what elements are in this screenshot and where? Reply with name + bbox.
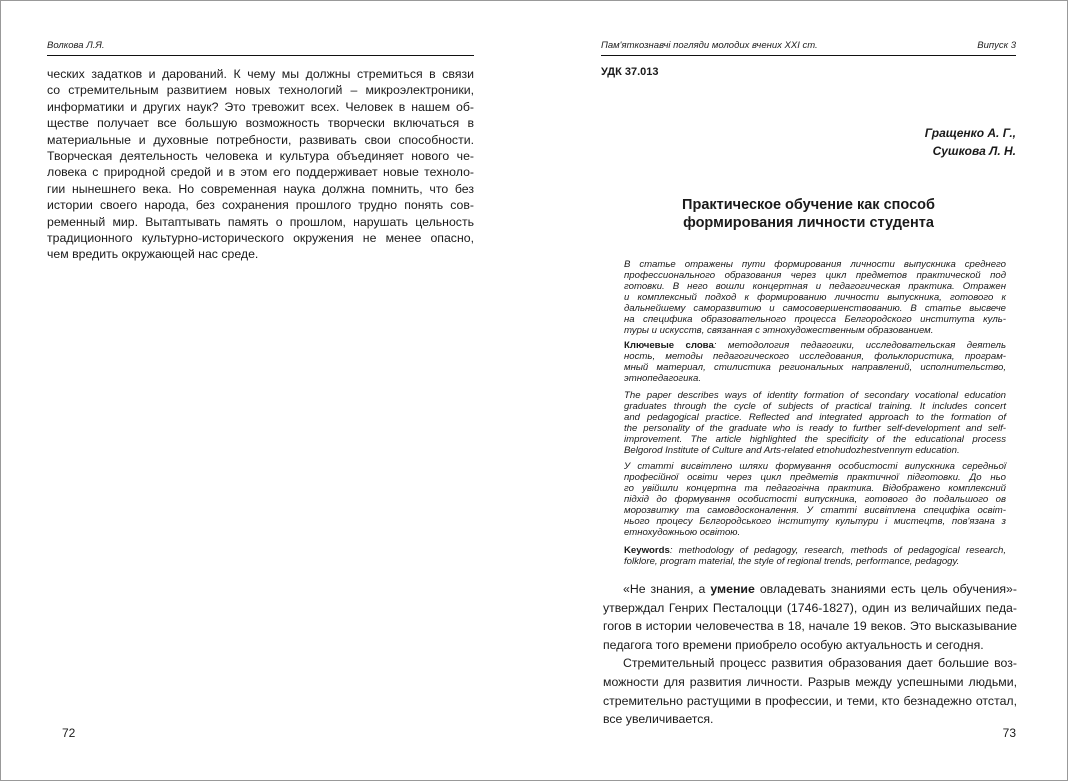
text-line: дальнейшему саморазвитию и самосовершенствованию. В статье высвече [624,303,1006,314]
text-line: педагога того времени приобрело особую актуальность и сегодня. [603,637,984,652]
text-line [624,556,1006,567]
article-title [601,196,1016,232]
abstract-ua [624,461,1006,538]
text-line: чем вредить окружающей нас среде. [47,247,259,262]
body-line [603,580,1017,599]
text-line: етнохудожньою освітою. [624,527,741,538]
keywords-label: Ключевые слова [624,340,714,351]
text-line: improvement. The article highlighted the specificity of the educational process [624,434,1006,445]
text-line [624,351,1006,362]
author: Гращенко А. Г., [924,126,1016,140]
text-line: и комплексный подход к формированию личности выпускника, готового к [624,292,1006,303]
text-line: В статье отражены пути формирования личности выпускника среднего [624,259,1006,270]
text-line: ременный мир. Вытаптывать память о прошлом, нарушать цельность [47,214,474,229]
text-line: го увійшли концертна та педагогічна практика. Відображено комплексний [624,483,1006,494]
text-line: гогов в истории человечества в 18, начале 19 веков. Это высказывание [603,619,1017,634]
keywords-label: Keywords [624,545,670,556]
author: Сушкова Л. Н. [932,144,1016,158]
keywords-text: : методология педагогики, исследовательская деятель [713,340,1006,351]
running-head-issue: Випуск 3 [977,40,1016,51]
text-line: професійної освіти через цикл предметів практичної підготовки. До ньо [624,472,1006,483]
text-line: the personality of the graduate who is ready to further self-development and self- [624,423,1006,434]
text-line: морозвитку та самовдосконалення. У статті висвітлена специфіка освіт- [624,505,1006,516]
text-line [624,373,1006,384]
text-line: традиционного культурно-исторического окружения не менее опасно, [47,231,474,246]
text-line: graduates through the cycle of subjects of practical training. It includes concert [624,401,1006,412]
text-line: все увеличивается. [603,712,714,727]
text-line: можности для развития личности. Разрыв между успешными людьми, [603,674,1017,689]
text-line: утверждал Генрих Песталоцци (1746-1827), один из величайших педа- [603,600,1017,615]
title-line: формирования личности студента [683,215,934,231]
authors [925,124,1016,160]
body-text [47,66,474,263]
page-number: 73 [1002,726,1016,740]
text-line: материальные и духовные потребности, развивать свои способности. [47,132,474,147]
keywords-en [624,545,1006,567]
text-line: на специфика образовательного процесса Белгородского института куль- [624,314,1006,325]
text-line: стремительно растущими в профессии, и теми, кто безнадежно отстал, [603,693,1017,708]
text-line: ществе получает все большую возможность творчески включаться в [47,116,474,131]
running-head-journal: Пам'яткознавчі погляди молодих вчених ХХІ ст. [601,40,818,51]
text-line: туры и искусств, связанная с этнохудожественным образованием. [624,325,934,336]
title-line: Практическое обучение как способ [682,197,935,213]
abstract-ru [624,259,1006,336]
text-line: У статті висвітлено шляхи формування особистості випускника середньої [624,461,1006,472]
text-line: The paper describes ways of identity formation of secondary vocational education [624,390,1006,401]
text-line: нього процесу Бєлгородського інституту культури і мистецтв, пов'язана з [624,516,1006,527]
text-line: Стремительный процесс развития образования дает большие воз- [623,656,1017,671]
text-line: профессионального образования через цикл предметов практической под [624,270,1006,281]
text-line: підхід до формування особистості випускника, готового до подальшого ов [624,494,1006,505]
text-line: готовки. В него вошли концертная и педагогическая практика. Отражен [624,281,1006,292]
header-rule [601,55,1016,56]
text: «Не знания, а [623,582,711,596]
keywords-ru [624,340,1006,384]
text-line [624,545,1006,556]
udk-code: УДК 37.013 [601,66,659,78]
running-head: Волкова Л.Я. [47,40,105,51]
text-line: and pedagogical practice. Reflected and integrated approach to the formation of [624,412,1006,423]
text-line: ческих задатков и дарований. К чему мы должны стремиться в связи [47,67,474,81]
page-number: 72 [62,726,76,740]
text-line: гии нынешнего века. Но современная наука должна помнить, что без [47,181,474,196]
abstract-en [624,390,1006,456]
text-line: Творческая деятельность человека и культура объединяет нового че- [47,149,474,164]
article-body [603,580,1017,729]
keywords-text: : methodology of pedagogy, research, methods of pedagogical research, [669,545,1006,556]
text-line: со стремительным развитием новых технологий – микроэлектроники, [47,83,474,98]
keywords-text: этнопедагогика. [624,373,702,384]
text-line [624,340,1006,351]
emphasis: умение [710,582,755,596]
text: овладевать знаниями есть цель обучения»- [754,582,1017,596]
text-line: информатики и других наук? Это тревожит всех. Человек в нашем об- [47,99,474,114]
keywords-text: ность, методы педагогического исследования, фольклористика, програм- [624,351,1006,362]
text-line [624,362,1006,373]
keywords-text: мный материал, стилистика региональных направлений, исполнительство, [624,362,1006,373]
text-line: Belgorod Institute of Culture and Arts-related etnohudozhestvennym education. [624,445,960,456]
right-page [534,0,1068,781]
text-line: истории своего народа, без сохранения прошлого трудно понять сов- [47,198,474,213]
text-line: ловека с природной средой и в этом его поддерживает новые техноло- [47,165,474,180]
keywords-text: folklore, program material, the style of regional trends, performance, pedagogy. [624,556,960,567]
header-rule [47,55,474,56]
